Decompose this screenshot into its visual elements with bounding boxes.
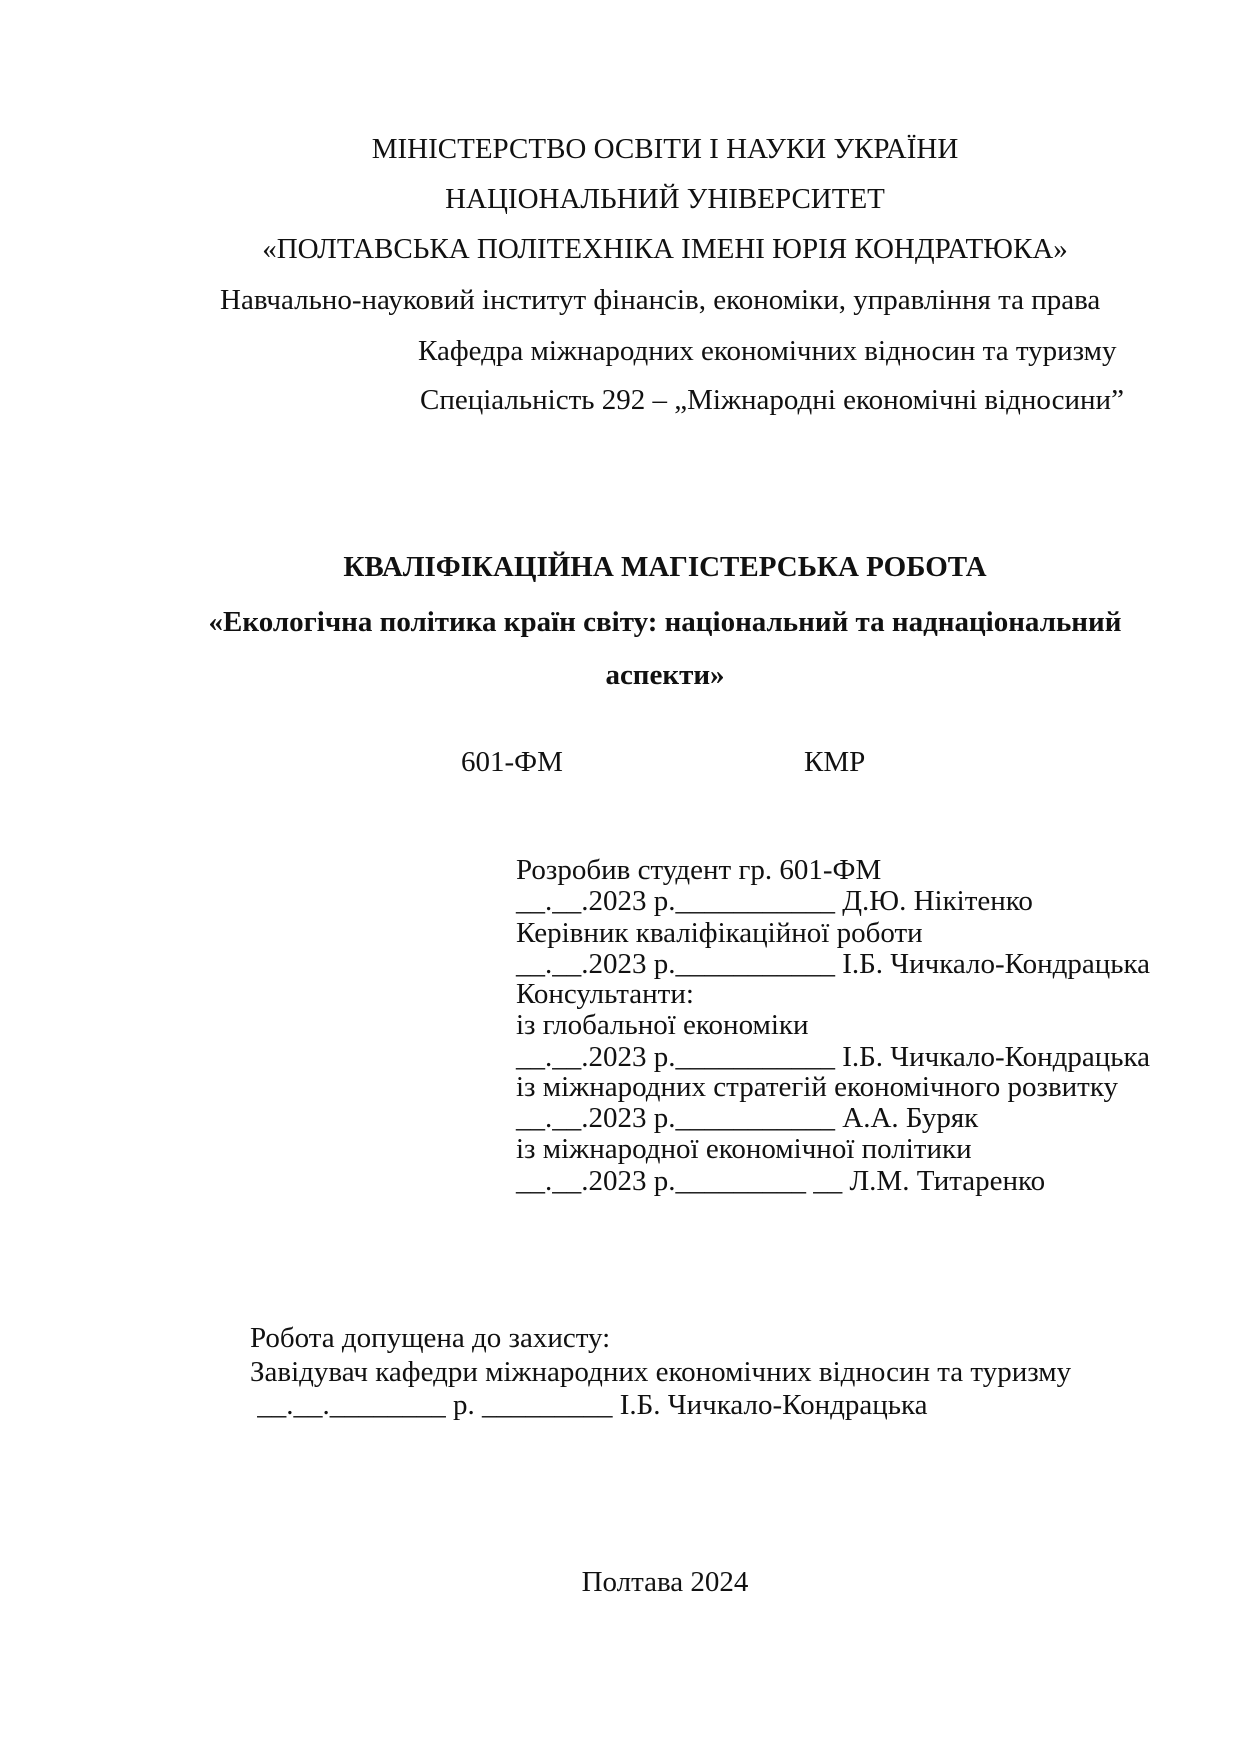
work-type-title: КВАЛІФІКАЦІЙНА МАГІСТЕРСЬКА РОБОТА xyxy=(343,551,987,583)
institute-name: Навчально-науковий інститут фінансів, економіки, управління та права xyxy=(220,284,1101,316)
signature-line: із глобальної економіки xyxy=(516,1009,809,1041)
topic-line2: аспекти» xyxy=(605,659,725,691)
signature-line: Керівник кваліфікаційної роботи xyxy=(516,917,923,949)
specialty: Спеціальність 292 – „Міжнародні економічні відносини” xyxy=(420,384,1124,416)
doc-code: КМР xyxy=(804,746,866,778)
university-name-line2: «ПОЛТАВСЬКА ПОЛІТЕХНІКА ІМЕНІ ЮРІЯ КОНДРАТЮКА» xyxy=(262,233,1068,265)
department-name: Кафедра міжнародних економічних відносин та туризму xyxy=(418,335,1117,367)
signature-line: Консультанти: xyxy=(516,978,694,1010)
group-code: 601-ФМ xyxy=(461,746,563,778)
signature-line: Розробив студент гр. 601-ФМ xyxy=(516,854,882,886)
admission-line2: Завідувач кафедри міжнародних економічних відносин та туризму xyxy=(250,1356,1072,1388)
admission-line1: Робота допущена до захисту: xyxy=(250,1322,611,1354)
signature-line: __.__.2023 р.___________ І.Б. Чичкало-Кондрацька xyxy=(516,948,1150,980)
signature-line: __.__.2023 р.___________ Д.Ю. Нікітенко xyxy=(516,885,1033,917)
signature-line: __.__.2023 р.___________ А.А. Буряк xyxy=(516,1102,979,1134)
city-year: Полтава 2024 xyxy=(581,1566,749,1598)
signature-line: __.__.2023 р._________ __ Л.М. Титаренко xyxy=(516,1165,1046,1197)
admission-line3: __.__.________ р. _________ І.Б. Чичкало-Кондрацька xyxy=(250,1389,928,1421)
ministry-heading: МІНІСТЕРСТВО ОСВІТИ І НАУКИ УКРАЇНИ xyxy=(371,133,959,165)
signature-line: __.__.2023 р.___________ І.Б. Чичкало-Кондрацька xyxy=(516,1041,1150,1073)
university-name-line1: НАЦІОНАЛЬНИЙ УНІВЕРСИТЕТ xyxy=(445,183,885,215)
topic-line1: «Екологічна політика країн світу: національний та наднаціональний xyxy=(208,606,1122,638)
signature-line: із міжнародної економічної політики xyxy=(516,1133,972,1165)
signature-line: із міжнародних стратегій економічного розвитку xyxy=(516,1071,1119,1103)
